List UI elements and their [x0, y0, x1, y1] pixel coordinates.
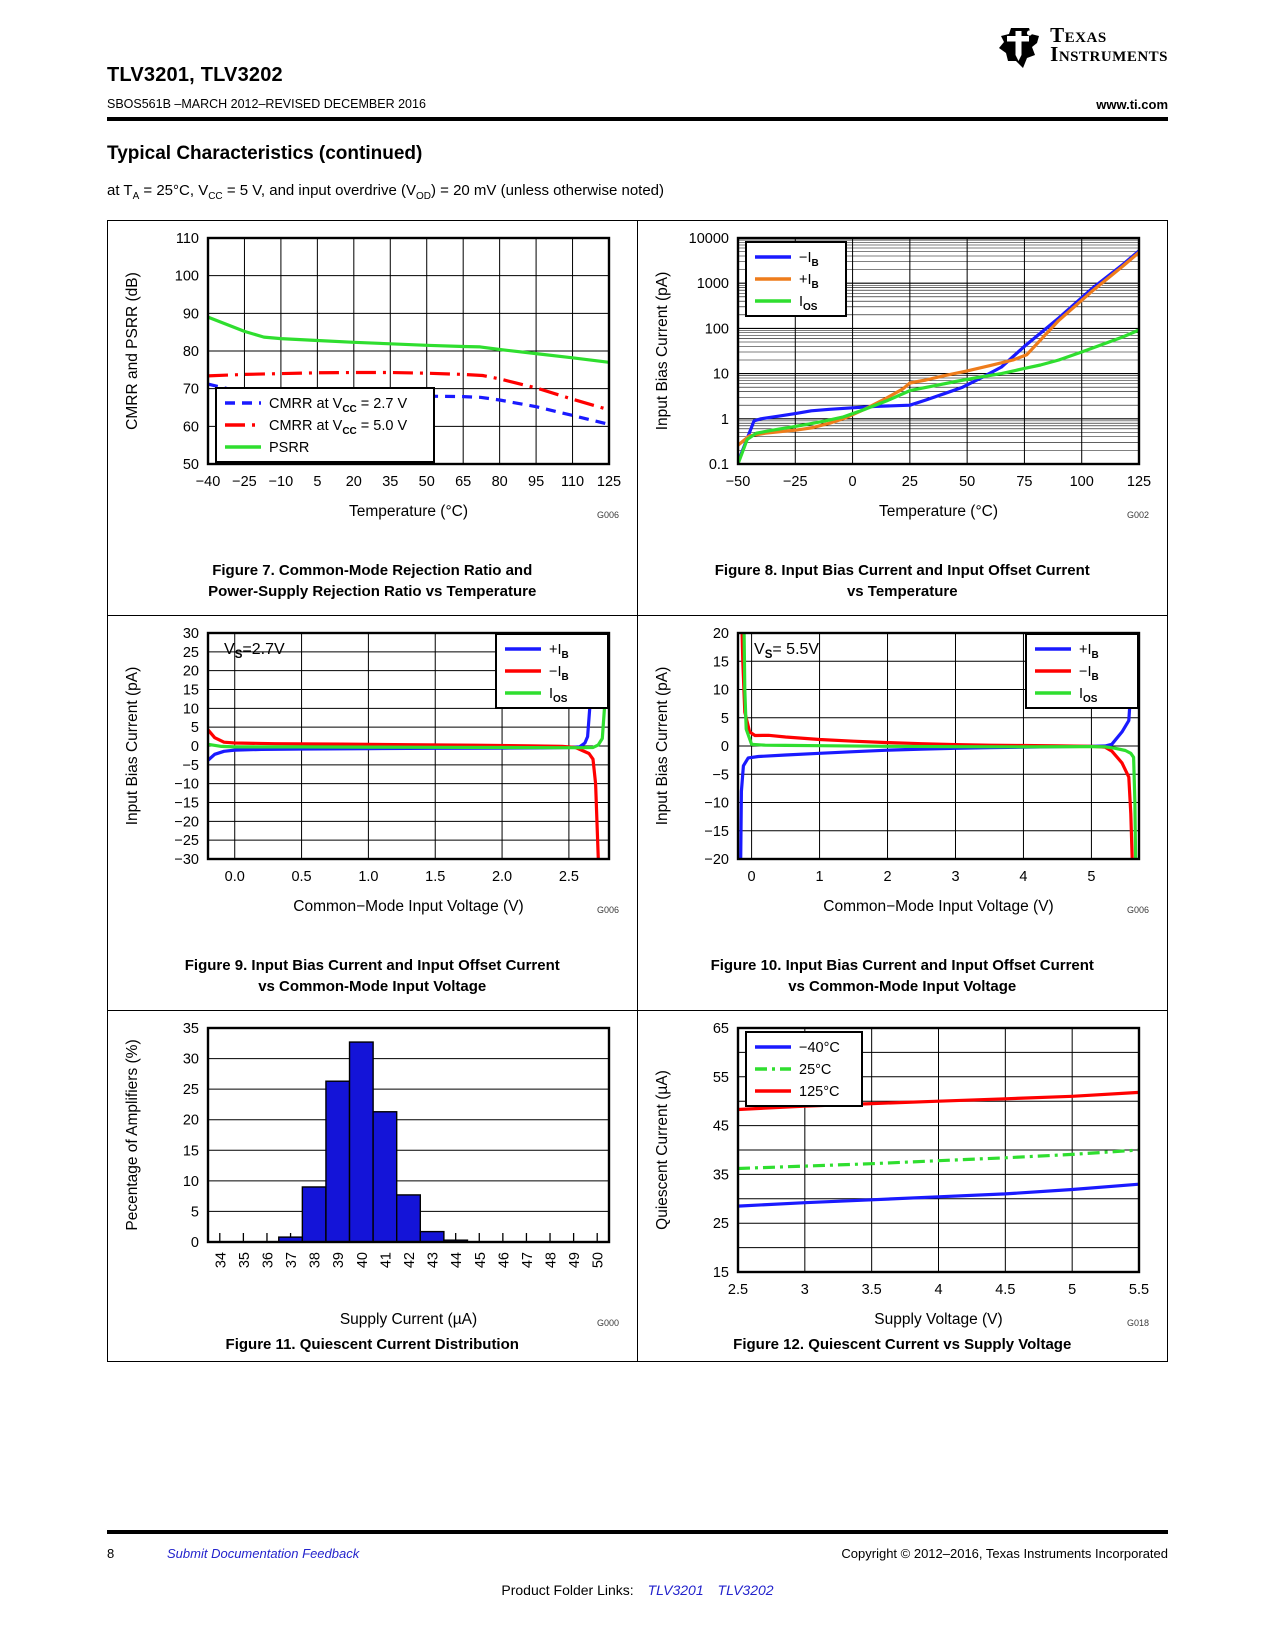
svg-text:100: 100 [704, 321, 729, 338]
header-rule [107, 117, 1168, 121]
svg-text:Pecentage of Amplifiers (%): Pecentage of Amplifiers (%) [123, 1039, 141, 1231]
svg-text:44: 44 [448, 1252, 465, 1269]
svg-text:2: 2 [883, 869, 892, 885]
svg-text:−25: −25 [174, 833, 199, 850]
svg-text:PSRR: PSRR [268, 440, 310, 456]
svg-text:5.5: 5.5 [1128, 1282, 1149, 1298]
svg-text:20: 20 [182, 1112, 199, 1129]
svg-text:35: 35 [381, 474, 399, 490]
svg-text:Supply Current (µA): Supply Current (µA) [339, 1311, 477, 1328]
figure-9-caption: Figure 9. Input Bias Current and Input Offset Current vs Common-Mode Input Voltage [184, 956, 560, 996]
svg-text:−15: −15 [704, 823, 729, 840]
svg-text:VS=2.7V: $V_S=2.7V$ [223, 640, 285, 661]
svg-text:20: 20 [712, 626, 729, 642]
svg-text:90: 90 [182, 306, 199, 323]
doc-info-row [107, 97, 1168, 112]
svg-text:CMRR at VCC = 5.0 V: CMRR at $V_{CC} = 5.0$ V [268, 418, 407, 437]
svg-text:75: 75 [1016, 474, 1033, 490]
svg-text:1.5: 1.5 [424, 869, 446, 885]
ti-logo [996, 23, 1168, 72]
product-link-tlv3201[interactable]: TLV3201 [647, 1582, 704, 1598]
svg-text:CMRR and PSRR (dB): CMRR and PSRR (dB) [123, 272, 141, 430]
figure-7-caption: Figure 7. Common-Mode Rejection Ratio and Power-Supply Rejection Ratio vs Temperature [208, 561, 537, 601]
svg-text:10: 10 [182, 701, 199, 718]
svg-text:38: 38 [307, 1252, 324, 1269]
figure-9-cell [108, 616, 638, 1011]
svg-text:1.0: 1.0 [358, 869, 379, 885]
svg-text:35: 35 [712, 1167, 729, 1184]
svg-text:−20: −20 [174, 814, 199, 831]
figure-8-chart [650, 226, 1155, 526]
svg-text:4: 4 [934, 1282, 943, 1298]
svg-text:CMRR at VCC = 2.7 V: CMRR at $V_{CC} = 2.7$ V [268, 396, 407, 415]
svg-text:2.5: 2.5 [727, 1282, 748, 1298]
svg-text:2.5: 2.5 [558, 869, 579, 885]
svg-text:−25: −25 [782, 474, 808, 490]
svg-text:55: 55 [712, 1069, 729, 1086]
svg-text:65: 65 [712, 1021, 729, 1037]
svg-text:−10: −10 [704, 795, 729, 812]
logo-instruments: Instruments [1050, 42, 1168, 67]
svg-text:60: 60 [182, 419, 199, 436]
svg-text:25°C: 25°C [798, 1062, 832, 1078]
svg-text:+IB: $+I_B$ [798, 272, 819, 291]
svg-text:15: 15 [182, 1143, 199, 1160]
svg-text:−10: −10 [174, 776, 199, 793]
svg-text:10: 10 [712, 366, 729, 383]
svg-text:30: 30 [182, 1051, 199, 1068]
svg-text:+IB: $+I_B$ [548, 642, 569, 661]
product-folder-prefix: Product Folder Links: [501, 1582, 634, 1598]
svg-text:2.0: 2.0 [491, 869, 512, 885]
copyright-text: Copyright © 2012–2016, Texas Instruments Incorporated [841, 1546, 1168, 1561]
figure-11-caption: Figure 11. Quiescent Current Distribution [225, 1336, 519, 1353]
figure-10-cell [638, 616, 1168, 1011]
svg-text:15: 15 [712, 1265, 729, 1281]
svg-text:36: 36 [260, 1252, 277, 1269]
svg-text:41: 41 [378, 1252, 395, 1269]
svg-text:1: 1 [815, 869, 824, 885]
svg-text:25: 25 [182, 644, 199, 661]
svg-text:Supply Voltage (V): Supply Voltage (V) [874, 1311, 1003, 1328]
svg-text:Temperature (°C): Temperature (°C) [348, 503, 468, 520]
svg-text:−50: −50 [725, 474, 751, 490]
svg-text:50: 50 [182, 457, 199, 473]
svg-text:95: 95 [527, 474, 544, 490]
svg-text:25: 25 [712, 1216, 729, 1233]
svg-text:43: 43 [425, 1252, 442, 1269]
svg-text:125: 125 [596, 474, 621, 490]
svg-text:4: 4 [1019, 869, 1028, 885]
svg-text:4.5: 4.5 [994, 1282, 1016, 1298]
ti-logo-text [1050, 23, 1168, 67]
svg-text:1: 1 [720, 411, 729, 428]
figure-12-cell [638, 1011, 1168, 1361]
svg-text:Input Bias Current (pA): Input Bias Current (pA) [653, 666, 671, 826]
figure-9-chart [120, 621, 625, 921]
svg-text:G002: G002 [1126, 510, 1149, 520]
svg-text:Input Bias Current (pA): Input Bias Current (pA) [653, 271, 671, 431]
figure-10-chart [650, 621, 1155, 921]
figure-12-caption: Figure 12. Quiescent Current vs Supply Voltage [733, 1336, 1072, 1353]
product-link-tlv3202[interactable]: TLV3202 [717, 1582, 774, 1598]
svg-text:40: 40 [354, 1252, 371, 1269]
test-conditions: at $T_A = 25^\circ C$, $V_{CC} = 5$ V, and input overdrive $(V_{OD}) = 20$ mV (unless otherwise noted) [107, 182, 665, 202]
svg-text:20: 20 [182, 663, 199, 680]
svg-text:100: 100 [174, 268, 199, 285]
ti-bug-icon [996, 26, 1042, 72]
section-title: Typical Characteristics (continued) [107, 143, 423, 164]
svg-text:65: 65 [454, 474, 472, 490]
footer-row [107, 1546, 1168, 1561]
svg-text:VS= 5.5V: $V_S= 5.5V$ [753, 640, 819, 661]
figure-12-chart [650, 1016, 1155, 1334]
svg-text:125: 125 [1126, 474, 1151, 490]
svg-text:10: 10 [712, 682, 729, 699]
svg-text:0: 0 [720, 739, 729, 755]
svg-text:1000: 1000 [696, 276, 729, 293]
svg-text:−40°C: −40°C [798, 1040, 840, 1056]
svg-text:0: 0 [190, 739, 199, 755]
svg-text:25: 25 [901, 474, 918, 490]
svg-text:−20: −20 [704, 852, 729, 868]
svg-text:50: 50 [418, 474, 435, 490]
svg-text:G006: G006 [596, 905, 619, 915]
svg-text:−15: −15 [174, 795, 199, 812]
svg-text:20: 20 [345, 474, 362, 490]
page-number: 8 [107, 1546, 115, 1561]
svg-text:−25: −25 [231, 474, 257, 490]
svg-text:G018: G018 [1126, 1318, 1149, 1328]
svg-text:5: 5 [190, 720, 199, 737]
svg-text:47: 47 [519, 1252, 536, 1269]
svg-text:100: 100 [1069, 474, 1094, 490]
svg-text:34: 34 [213, 1252, 230, 1269]
svg-text:5: 5 [313, 474, 322, 490]
figure-8-cell [638, 221, 1168, 616]
svg-text:G006: G006 [1126, 905, 1149, 915]
svg-text:42: 42 [401, 1252, 418, 1269]
svg-text:3.5: 3.5 [861, 1282, 882, 1298]
svg-text:Common−Mode Input Voltage (V): Common−Mode Input Voltage (V) [293, 898, 524, 915]
figure-11-chart [120, 1016, 625, 1334]
svg-text:IOS: $I_{OS}$ [798, 294, 818, 313]
svg-text:25: 25 [182, 1082, 199, 1099]
figure-10-caption: Figure 10. Input Bias Current and Input Offset Current vs Common-Mode Input Voltage [710, 956, 1094, 996]
svg-text:IOS: $I_{OS}$ [1078, 686, 1098, 705]
figure-11-cell [108, 1011, 638, 1361]
svg-text:10000: 10000 [688, 231, 729, 247]
svg-text:37: 37 [283, 1252, 300, 1269]
figure-7-cell [108, 221, 638, 616]
figure-8-caption: Figure 8. Input Bias Current and Input Offset Current vs Temperature [714, 561, 1090, 601]
svg-text:15: 15 [712, 654, 729, 671]
svg-text:50: 50 [590, 1252, 607, 1269]
svg-text:30: 30 [182, 626, 199, 642]
svg-text:5: 5 [720, 710, 729, 727]
svg-text:−5: −5 [182, 757, 199, 774]
svg-text:5: 5 [190, 1204, 199, 1221]
svg-text:48: 48 [543, 1252, 560, 1269]
svg-text:46: 46 [496, 1252, 513, 1269]
svg-text:G000: G000 [596, 1318, 619, 1328]
svg-text:−IB: $-I_B$ [798, 250, 819, 269]
svg-text:35: 35 [236, 1252, 253, 1269]
svg-text:5: 5 [1067, 1282, 1076, 1298]
svg-text:Common−Mode Input Voltage (V): Common−Mode Input Voltage (V) [823, 898, 1054, 915]
svg-text:−IB: $-I_B$ [548, 664, 569, 683]
svg-text:0: 0 [190, 1235, 199, 1251]
svg-text:125°C: 125°C [798, 1084, 840, 1100]
svg-text:Temperature (°C): Temperature (°C) [878, 503, 998, 520]
figure-grid [107, 220, 1168, 1362]
svg-text:−5: −5 [712, 767, 729, 784]
ti-website-link[interactable]: www.ti.com [1096, 97, 1168, 112]
svg-text:0.0: 0.0 [224, 869, 245, 885]
svg-text:IOS: $I_{OS}$ [548, 686, 568, 705]
svg-text:49: 49 [566, 1252, 583, 1269]
svg-text:−40: −40 [195, 474, 221, 490]
logo-texas: Texas [1050, 23, 1107, 47]
svg-text:35: 35 [182, 1021, 199, 1037]
svg-text:5: 5 [1087, 869, 1096, 885]
svg-text:3: 3 [951, 869, 960, 885]
svg-text:80: 80 [491, 474, 508, 490]
svg-text:45: 45 [472, 1252, 489, 1269]
svg-text:−10: −10 [268, 474, 293, 490]
part-numbers-title: TLV3201, TLV3202 [107, 64, 283, 86]
svg-text:45: 45 [712, 1118, 729, 1135]
product-folder-links [107, 1582, 1168, 1598]
svg-text:G006: G006 [596, 510, 619, 520]
svg-text:110: 110 [175, 231, 199, 247]
svg-text:15: 15 [182, 682, 199, 699]
svg-text:Quiescent Current (µA): Quiescent Current (µA) [653, 1070, 671, 1230]
svg-text:50: 50 [958, 474, 975, 490]
svg-text:80: 80 [182, 344, 199, 360]
svg-text:0.5: 0.5 [291, 869, 312, 885]
svg-text:3: 3 [800, 1282, 809, 1298]
svg-text:+IB: $+I_B$ [1078, 642, 1099, 661]
svg-text:−IB: $-I_B$ [1078, 664, 1099, 683]
svg-text:0.1: 0.1 [708, 457, 729, 473]
feedback-link[interactable]: Submit Documentation Feedback [167, 1546, 360, 1561]
doc-code: SBOS561B –MARCH 2012–REVISED DECEMBER 2016 [107, 97, 426, 111]
svg-text:70: 70 [182, 381, 199, 398]
figure-7-chart [120, 226, 625, 526]
svg-text:0: 0 [747, 869, 756, 885]
svg-text:110: 110 [560, 474, 584, 490]
svg-text:10: 10 [182, 1173, 199, 1190]
svg-text:−30: −30 [174, 852, 199, 868]
svg-text:Input Bias Current (pA): Input Bias Current (pA) [123, 666, 141, 826]
svg-text:0: 0 [848, 474, 857, 490]
svg-text:39: 39 [330, 1252, 347, 1269]
footer-rule [107, 1530, 1168, 1534]
